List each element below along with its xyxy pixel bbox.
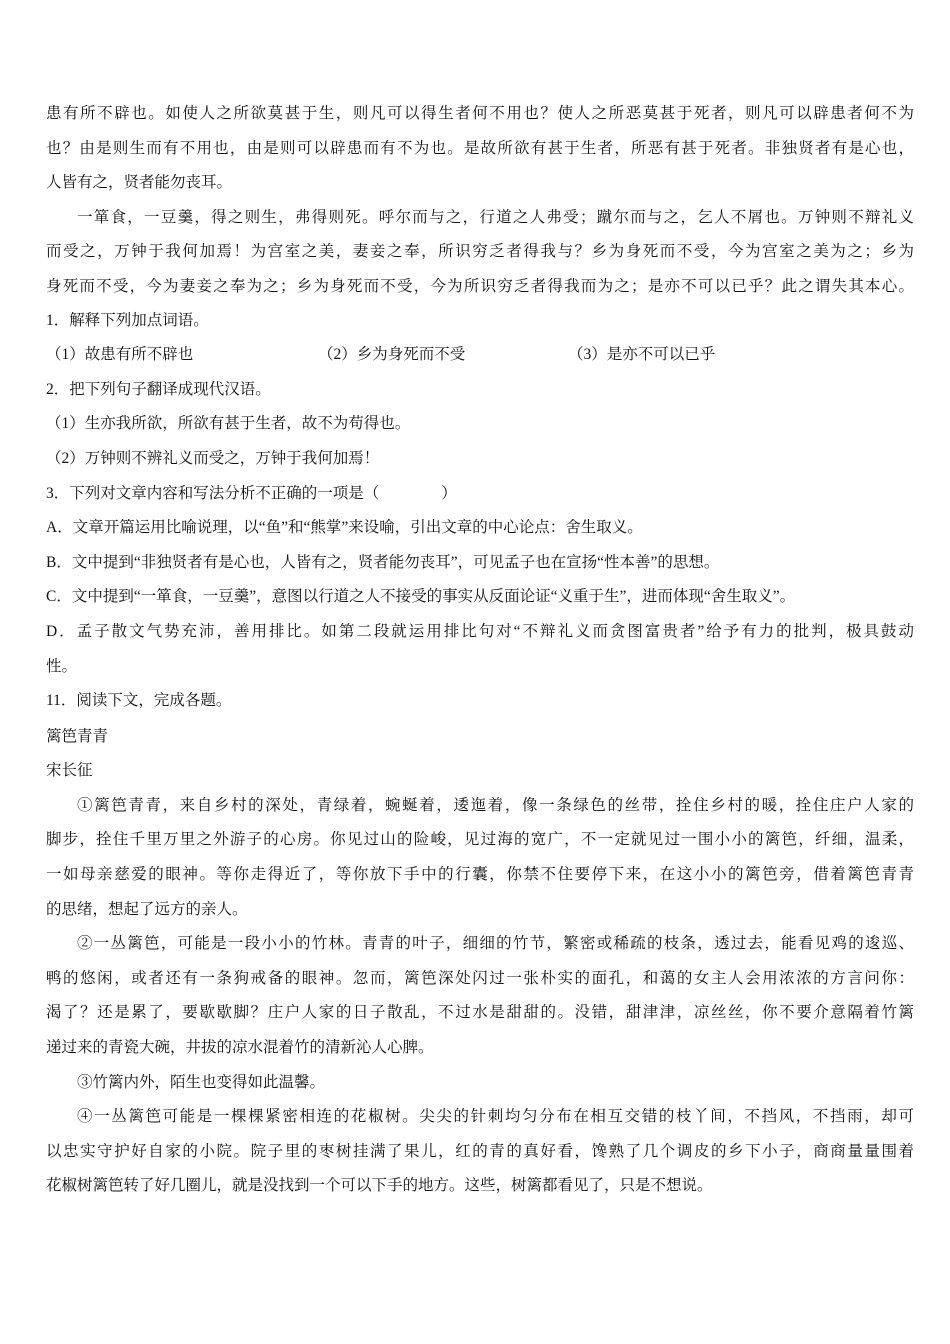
article-paragraph-4-line: 以忠实守护好自家的小院。院子里的枣树挂满了果儿，红的青的真好看，馋熟了几个调皮的乡下小子，商商量量围着 bbox=[46, 1141, 914, 1160]
passage-line: 也？由是则生而有不用也，由是则可以辟患而有不为也。是故所欲有甚于生者，所恶有甚于死者。非独贤者有是心也， bbox=[46, 138, 914, 157]
article-paragraph-2-line: ②一丛篱笆，可能是一段小小的竹林。青青的叶子，细细的竹节，繁密或稀疏的枝条，透过去，能看见鸡的逡巡、 bbox=[77, 934, 914, 953]
article-title: 篱笆青青 bbox=[46, 726, 109, 745]
question-1-option-3: （3）是亦不可以已乎 bbox=[568, 346, 716, 364]
question-1-option-1: （1）故患有所不辟也 bbox=[46, 346, 194, 364]
question-3-choice-b: B．文中提到“非独贤者有是心也，人皆有之，贤者能勿丧耳”，可见孟子也在宣扬“性本善”的思想。 bbox=[46, 553, 720, 571]
article-paragraph-1-line: ①篱笆青青，来自乡村的深处，青绿着，蜿蜒着，逶迤着，像一条绿色的丝带，拴住乡村的暖，拴住庄户人家的 bbox=[77, 795, 914, 814]
question-3-choice-d-cont: 性。 bbox=[46, 657, 78, 675]
question-1-title: 1．解释下列加点词语。 bbox=[46, 311, 209, 329]
article-paragraph-3-line: ③竹篱内外，陌生也变得如此温馨。 bbox=[77, 1072, 326, 1091]
passage-line: 人皆有之，贤者能勿丧耳。 bbox=[46, 173, 233, 192]
question-11-title: 11．阅读下文，完成各题。 bbox=[46, 692, 232, 710]
article-author: 宋长征 bbox=[46, 761, 93, 780]
article-paragraph-4-line: 花椒树篱笆转了好几圈儿，就是没找到一个可以下手的地方。这些，树篱都看见了，只是不想说。 bbox=[46, 1176, 713, 1195]
article-paragraph-2-line: 递过来的青瓷大碗，井拔的凉水混着竹的清新沁人心脾。 bbox=[46, 1038, 434, 1057]
article-paragraph-1-line: 的思绪，想起了远方的亲人。 bbox=[46, 899, 248, 918]
document-page bbox=[46, 96, 914, 1203]
question-3-title: 3．下列对文章内容和写法分析不正确的一项是（ ） bbox=[46, 484, 457, 502]
question-3-choice-c: C．文中提到“一箪食，一豆羹”，意图以行道之人不接受的事实从反面论证“义重于生”，进而体现“舍生取义”。 bbox=[46, 588, 796, 606]
article-paragraph-4-line: ④一丛篱笆可能是一棵棵紧密相连的花椒树。尖尖的针刺均匀分布在相互交错的枝丫间，不挡风，不挡雨，却可 bbox=[77, 1107, 914, 1126]
question-1-option-2: （2）乡为身死而不受 bbox=[318, 346, 466, 364]
passage-line: 一箪食，一豆羹，得之则生，弗得则死。呼尔而与之，行道之人弗受；蹴尔而与之，乞人不屑也。万钟则不辩礼义 bbox=[77, 207, 914, 226]
article-paragraph-2-line: 渴了？还是累了，要歇歇脚？庄户人家的日子散乱，不过水是甜甜的。没错，甜津津，凉丝丝，你不要介意隔着竹篱 bbox=[46, 1003, 914, 1022]
question-2-item: （1）生亦我所欲，所欲有甚于生者，故不为苟得也。 bbox=[46, 415, 411, 433]
passage-line: 而受之，万钟于我何加焉！为宫室之美，妻妾之奉，所识穷乏者得我与？乡为身死而不受，今为宫室之美为之；乡为 bbox=[46, 242, 914, 261]
question-1-options bbox=[46, 338, 914, 373]
question-3-choice-d: D．孟子散文气势充沛，善用排比。如第二段就运用排比句对“不辩礼义而贪图富贵者”给予有力的批判，极具鼓动 bbox=[46, 622, 914, 640]
question-3-choice-a: A．文章开篇运用比喻说理，以“鱼”和“熊掌”来设喻，引出文章的中心论点：舍生取义。 bbox=[46, 519, 643, 537]
article-paragraph-2-line: 鸭的悠闲，或者还有一条狗戒备的眼神。忽而，篱笆深处闪过一张朴实的面孔，和蔼的女主人会用浓浓的方言问你： bbox=[46, 968, 914, 987]
question-2-title: 2．把下列句子翻译成现代汉语。 bbox=[46, 380, 271, 398]
article-paragraph-1-line: 脚步，拴住千里万里之外游子的心房。你见过山的险峻，见过海的宽广，不一定就见过一围小小的篱笆，纤细，温柔， bbox=[46, 830, 914, 849]
passage-line: 患有所不辟也。如使人之所欲莫甚于生，则凡可以得生者何不用也？使人之所恶莫甚于死者，则凡可以辟患者何不为 bbox=[46, 104, 914, 122]
question-2-item: （2）万钟则不辨礼义而受之，万钟于我何加焉！ bbox=[46, 449, 380, 467]
passage-line: 身死而不受，今为妻妾之奉为之；乡为身死而不受，今为所识穷乏者得我而为之；是亦不可以已乎？此之谓失其本心。 bbox=[46, 276, 914, 295]
article-paragraph-1-line: 一如母亲慈爱的眼神。等你走得近了，等你放下手中的行囊，你禁不住要停下来，在这小小的篱笆旁，借着篱笆青青 bbox=[46, 865, 914, 884]
